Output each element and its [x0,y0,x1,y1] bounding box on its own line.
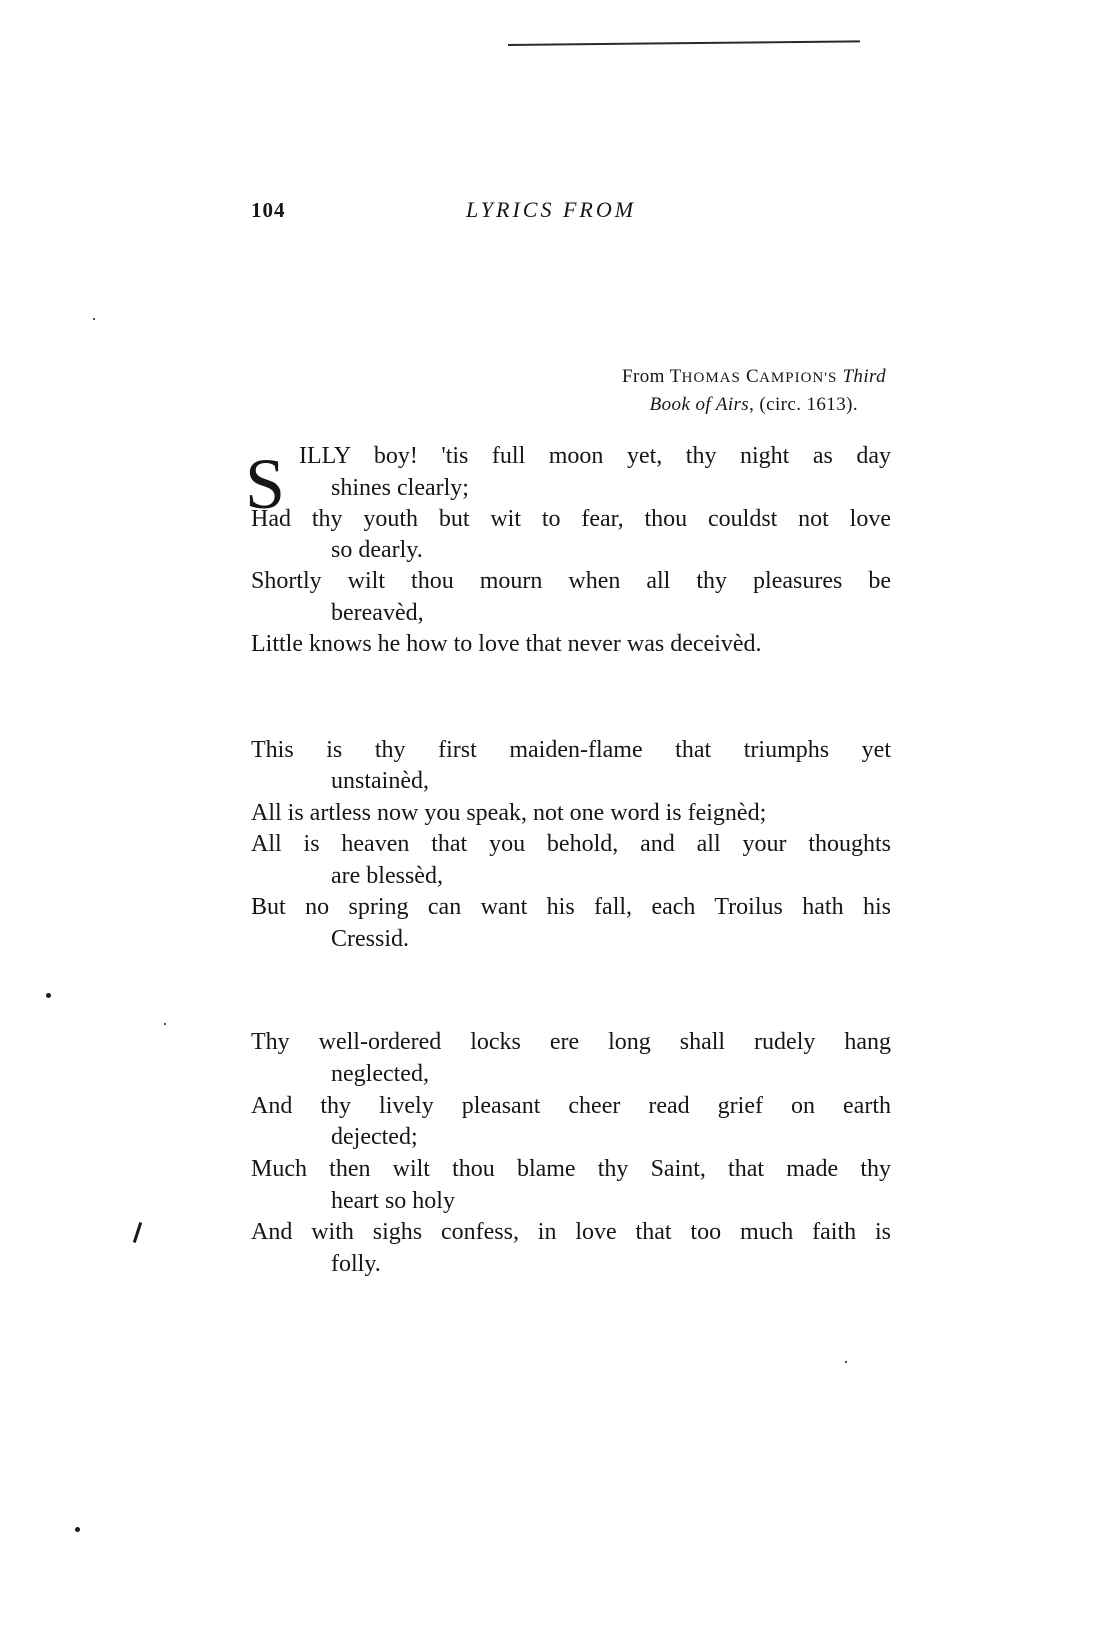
scan-speck [93,318,95,320]
page-number: 104 [251,198,286,222]
source-book-title-part2: Book of Airs [649,394,750,415]
source-attribution-line-1 [0,366,886,388]
source-author-surname: CAMPION'S [746,366,838,387]
poem-line-continuation: dejected; [331,1124,418,1150]
source-book-title-part1: Third [842,366,886,387]
poem-line-continuation: heart so holy [331,1188,455,1214]
poem-line-continuation: shines clearly; [331,475,469,501]
source-from: From [622,366,665,387]
poem-line: This is thy first maiden-flame that triumphs yet [251,737,891,763]
poem-line: All is artless now you speak, not one word is feignèd; [251,800,767,826]
source-author-given: THOMAS [669,366,741,387]
poem-line: Little knows he how to love that never was deceivèd. [251,631,762,657]
poem-line: All is heaven that you behold, and all your thoughts [251,831,891,857]
top-rule [508,40,860,46]
poem-line-continuation: are blessèd, [331,863,443,889]
poem-line-continuation: Cressid. [331,926,409,952]
poem-line-continuation: bereavèd, [331,600,424,626]
poem-line: But no spring can want his fall, each Troilus hath his [251,894,891,920]
scan-speck [164,1023,166,1025]
poem-line: Had thy youth but wit to fear, thou couldst not love [251,506,891,532]
scan-speck [75,1527,80,1532]
poem-line: Shortly wilt thou mourn when all thy pleasures be [251,568,891,594]
running-head: LYRICS FROM [466,197,637,222]
poem-line: Much then wilt thou blame thy Saint, that made thy [251,1156,891,1182]
scan-speck [845,1361,847,1363]
poem-line-continuation: unstainèd, [331,768,429,794]
poem-line: ILLY boy! 'tis full moon yet, thy night as day [299,443,891,469]
poem-line: And with sighs confess, in love that too much faith is [251,1219,891,1245]
poem-line-continuation: so dearly. [331,537,423,563]
drop-cap: S [245,444,286,524]
poem-line: And thy lively pleasant cheer read grief on earth [251,1093,891,1119]
scan-speck [46,993,51,998]
source-date: , (circ. 1613). [749,394,858,415]
pencil-mark [133,1222,142,1243]
source-attribution-line-2 [0,394,858,416]
poem-line-continuation: neglected, [331,1061,429,1087]
poem-line-continuation: folly. [331,1251,381,1277]
poem-line: Thy well-ordered locks ere long shall rudely hang [251,1029,891,1055]
